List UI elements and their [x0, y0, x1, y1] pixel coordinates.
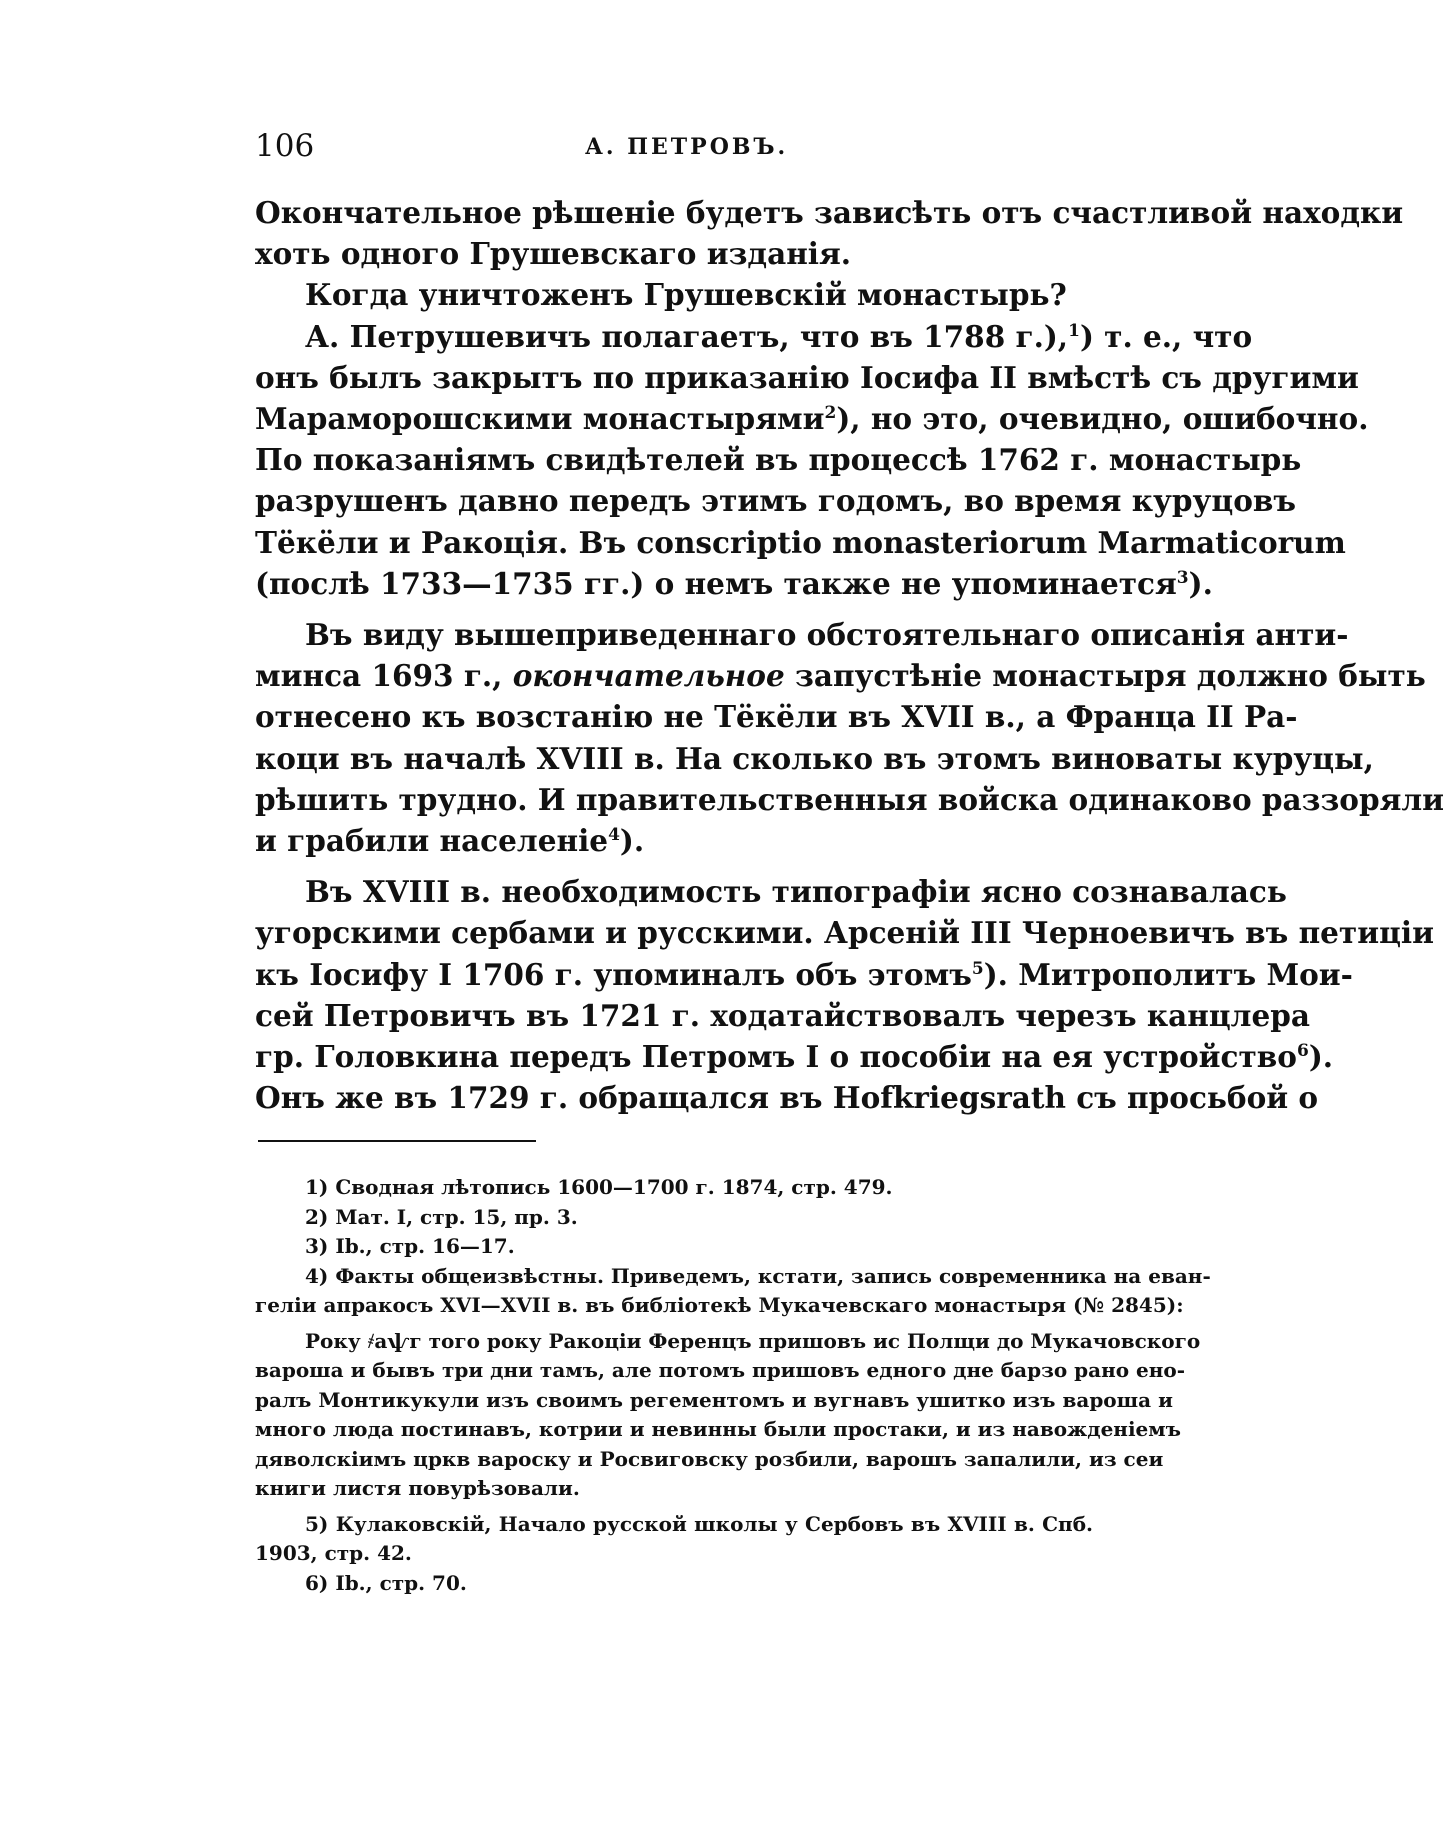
text-line: По показаніямъ свидѣтелей въ процессѣ 1762 г. монастырь — [255, 442, 1302, 478]
text-line: Тёкёли и Ракоція. Въ conscriptio monasteriorum Marmaticorum — [255, 524, 1346, 560]
text-line: къ Іосифу I 1706 г. упоминалъ объ этомъ$^5$). Митрополитъ Мои- — [255, 956, 1353, 992]
footnote: много люда постинавъ, котрии и невинны были простаки, и из навожденіемъ — [255, 1417, 1181, 1441]
page-header — [255, 128, 1093, 168]
footnote: 5) Кулаковскій, Начало русской школы у Сербовъ въ XVIII в. Спб. — [305, 1511, 1093, 1536]
footnote-ref: 1 — [1068, 320, 1080, 341]
text-line: угорскими сербами и русскими. Арсеній III Черноевичъ въ петиціи — [255, 915, 1434, 951]
text-line: онъ былъ закрытъ по приказанію Іосифа II вмѣстѣ съ другими — [255, 359, 1359, 395]
text-line: Когда уничтоженъ Грушевскій монастырь? — [305, 277, 1067, 313]
text-line: и грабили населеніе$^4$). — [255, 823, 645, 859]
footnote-ref: 5 — [971, 958, 984, 979]
text-line: Онъ же въ 1729 г. обращался въ Hofkriegsrath съ просьбой о — [255, 1080, 1319, 1116]
text-line: разрушенъ давно передъ этимъ годомъ, во время куруцовъ — [255, 483, 1297, 519]
footnote: 4) Факты общеизвѣстны. Приведемъ, кстати, запись современника на еван- — [305, 1263, 1211, 1288]
footnote: 1903, стр. 42. — [255, 1541, 412, 1565]
text-line: гр. Головкина передъ Петромъ I о пособіи на ея устройство$^6$). — [255, 1039, 1334, 1075]
footnote: геліи апракосъ XVI—XVII в. въ библіотекѣ Мукачевскаго монастыря (№ 2845): — [255, 1293, 1184, 1317]
footnote: вароша и бывъ три дни тамъ, але потомъ пришовъ едного дне барзо рано ено- — [255, 1358, 1186, 1382]
main-text — [255, 192, 1444, 1118]
footnote-ref: 4 — [608, 825, 620, 846]
text-line: Мараморошскими монастырями$^2$), но это, очевидно, ошибочно. — [255, 401, 1369, 437]
footnote: 2) Мат. I, стр. 15, пр. 3. — [305, 1204, 578, 1229]
footnotes — [255, 1173, 1211, 1598]
text-line: рѣшить трудно. И правительственныя войска одинаково раззоряли — [255, 781, 1444, 817]
footnote: книги листя повурѣзовали. — [255, 1476, 580, 1500]
footnote: 1) Сводная лѣтопись 1600—1700 г. 1874, стр. 479. — [305, 1175, 893, 1199]
footnote-ref: 3 — [1176, 568, 1189, 588]
footnote-ref: 2 — [824, 403, 837, 424]
text-line: (послѣ 1733—1735 гг.) о немъ также не упоминается$^3$). — [255, 565, 1213, 601]
running-head: А. ПЕТРОВЪ. — [585, 134, 789, 160]
page-number: 106 — [255, 128, 315, 164]
text-line: минса 1693 г., окончательное запустѣніе монастыря должно быть — [255, 658, 1426, 694]
footnote: Року ҂аѱг того року Ракоціи Ференцъ пришовъ ис Полщи до Мукачовского — [305, 1328, 1201, 1353]
text-line: Въ XVIII в. необходимость типографіи ясно сознавалась — [305, 874, 1287, 910]
text-line: хоть одного Грушевскаго изданія. — [255, 236, 852, 272]
emphasis: окончательное — [512, 658, 785, 694]
footnote: дяволскіимъ цркв вароску и Росвиговску розбили, варошъ запалили, из сеи — [255, 1446, 1164, 1471]
text-line: Въ виду вышеприведеннаго обстоятельнаго описанія анти- — [305, 617, 1349, 653]
footnote: ралъ Монтикукули изъ своимъ регементомъ и вугнавъ ушитко изъ вароша и — [255, 1387, 1173, 1412]
text-line: отнесено къ возстанію не Тёкёли въ XVII в., а Франца II Ра- — [255, 699, 1298, 735]
text-line: Окончательное рѣшеніе будетъ зависѣть отъ счастливой находки — [255, 195, 1404, 230]
footnote: 6) Ib., стр. 70. — [305, 1570, 467, 1595]
footnote-separator — [258, 1140, 536, 1142]
text-line: сей Петровичъ въ 1721 г. ходатайствовалъ черезъ канцлера — [255, 997, 1310, 1033]
text-line: А. Петрушевичъ полагаетъ, что въ 1788 г.),$^1$) т. е., что — [305, 318, 1253, 354]
text-line: коци въ началѣ XVIII в. На сколько въ этомъ виноваты куруцы, — [255, 740, 1374, 776]
footnote-ref: 6 — [1296, 1041, 1309, 1062]
footnote: 3) Ib., стр. 16—17. — [305, 1234, 515, 1258]
